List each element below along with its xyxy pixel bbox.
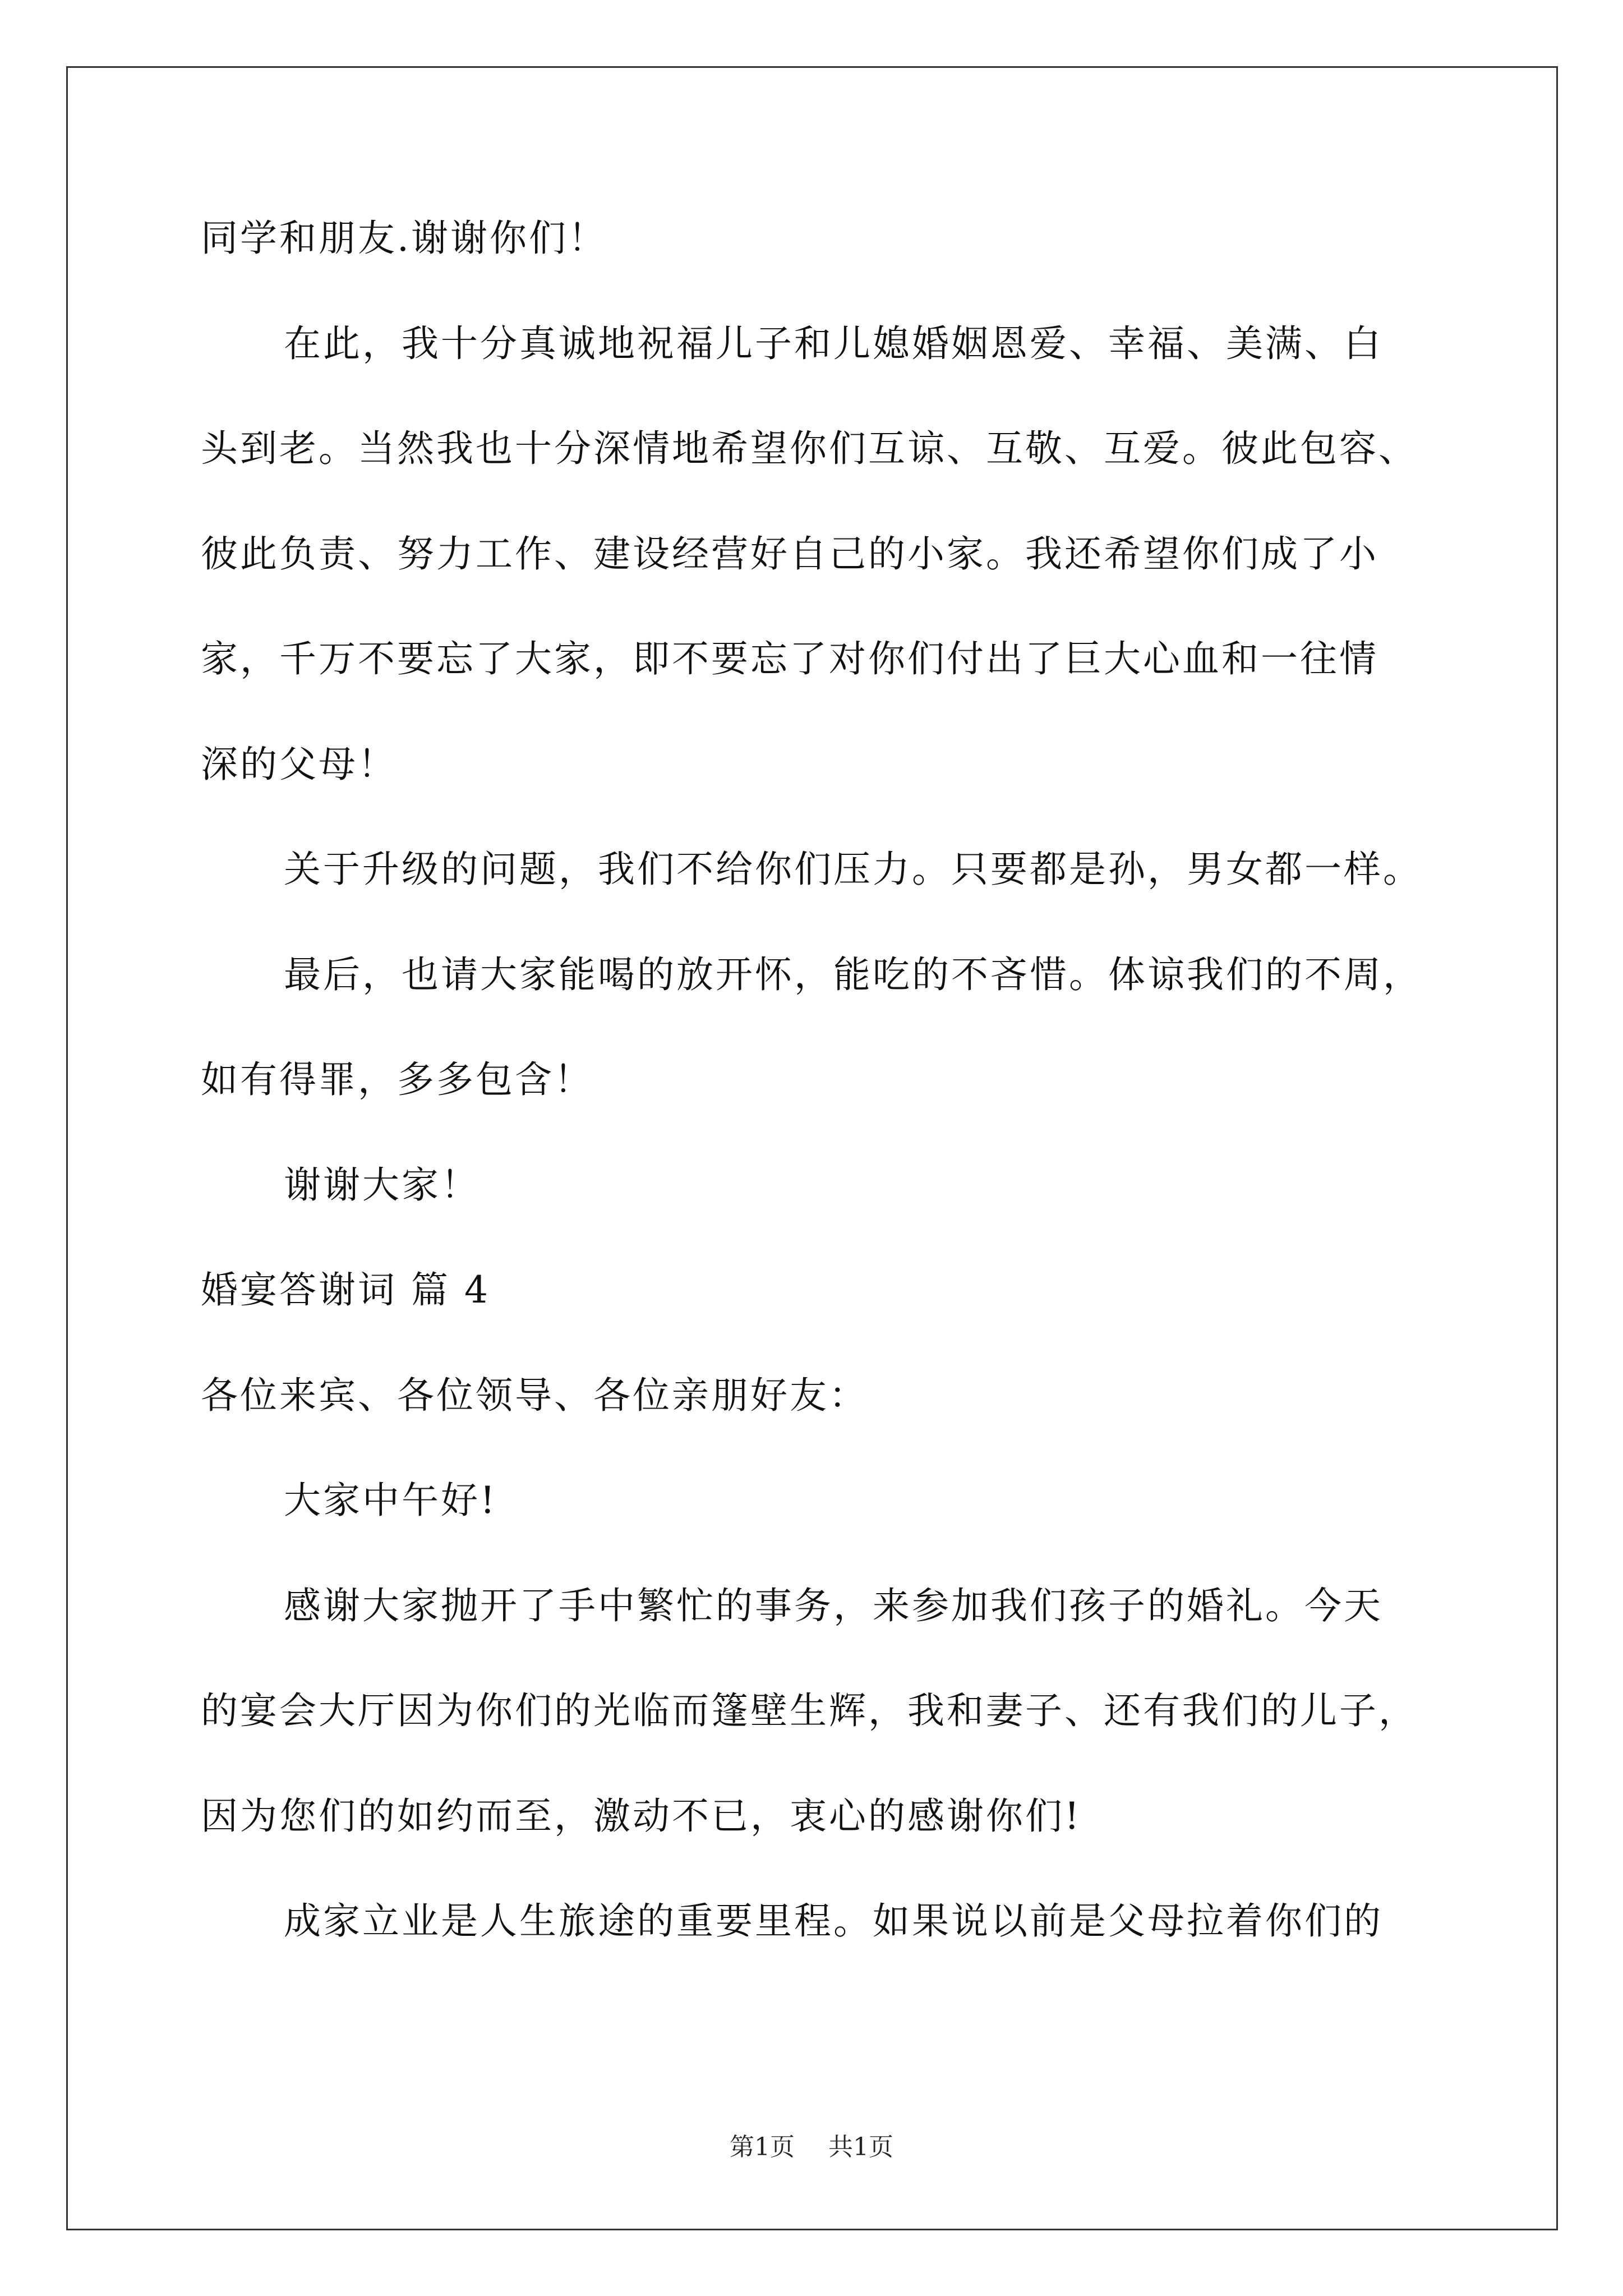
text-line: 大家中午好!: [284, 1479, 497, 1522]
salutation: 各位来宾、各位领导、各位亲朋好友：: [201, 1374, 868, 1417]
page-footer: [0, 2132, 1623, 2163]
text-line: 深的父母！: [201, 743, 397, 786]
text-line: 感谢大家抛开了手中繁忙的事务，来参加我们孩子的婚礼。今天: [284, 1584, 1383, 1627]
text-line: 同学和朋友.谢谢你们！: [201, 217, 607, 260]
page-number: 第1页: [730, 2133, 795, 2161]
text-line: 头到老。当然我也十分深情地希望你们互谅、互敬、互爱。彼此包容、: [201, 427, 1418, 470]
text-line: 成家立业是人生旅途的重要里程。如果说以前是父母拉着你们的: [284, 1899, 1383, 1943]
page-total: 共1页: [828, 2133, 893, 2161]
text-line: 如有得罪，多多包含！: [201, 1058, 593, 1101]
section-heading: 婚宴答谢词 篇 4: [201, 1268, 490, 1312]
text-line: 谢谢大家！: [284, 1163, 480, 1207]
text-line: 家，千万不要忘了大家，即不要忘了对你们付出了巨大心血和一往情: [201, 637, 1378, 680]
text-line: 关于升级的问题，我们不给你们压力。只要都是孙，男女都一样。: [284, 848, 1422, 891]
text-line: 的宴会大厅因为你们的光临而篷壁生辉，我和妻子、还有我们的儿子，: [201, 1689, 1418, 1732]
text-line: 最后，也请大家能喝的放开怀，能吃的不吝惜。体谅我们的不周，: [284, 953, 1422, 996]
text-line: 因为您们的如约而至，激动不已，衷心的感谢你们!: [201, 1795, 1082, 1838]
text-line: 在此，我十分真诚地祝福儿子和儿媳婚姻恩爱、幸福、美满、白: [284, 322, 1383, 365]
text-line: 彼此负责、努力工作、建设经营好自己的小家。我还希望你们成了小: [201, 532, 1378, 576]
